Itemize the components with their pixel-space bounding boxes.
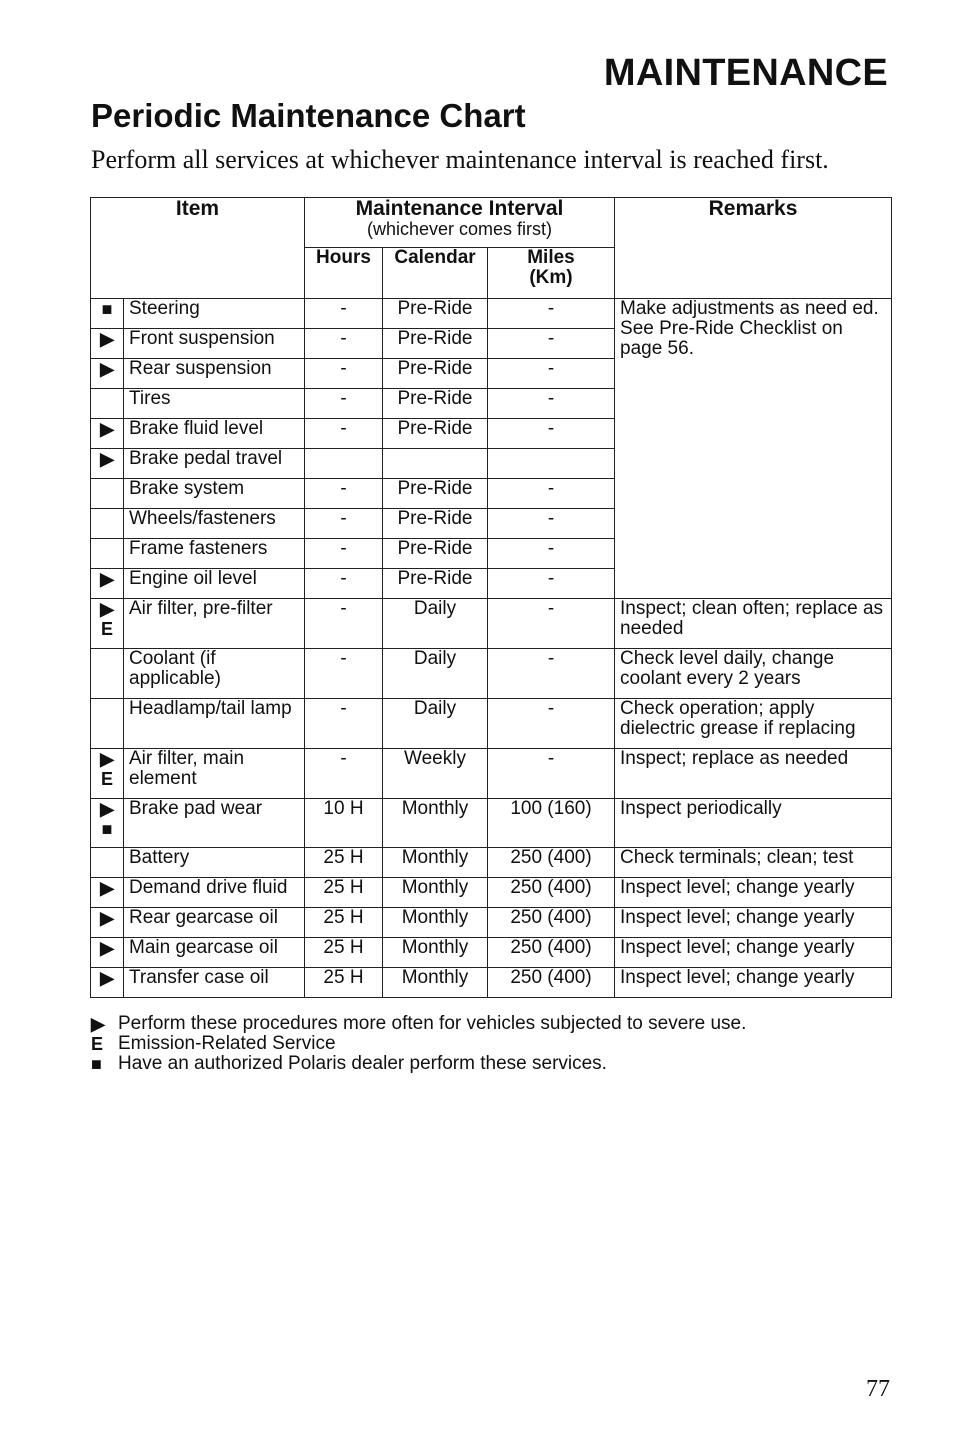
row-remarks: Inspect level; change yearly	[615, 968, 892, 998]
row-symbol	[91, 749, 124, 799]
row-miles: -	[488, 599, 615, 649]
header-hours: Hours	[305, 248, 383, 299]
row-hours: 10 H	[305, 799, 383, 848]
table-row	[91, 968, 892, 998]
severe-use-icon: ▶	[100, 968, 114, 988]
row-symbol	[91, 649, 124, 699]
severe-use-icon: ▶	[100, 749, 114, 769]
row-miles: -	[488, 359, 615, 389]
row-hours: -	[305, 569, 383, 599]
header-interval	[305, 198, 615, 248]
row-miles: -	[488, 479, 615, 509]
row-item: Brake fluid level	[124, 419, 305, 449]
severe-use-icon: ▶	[100, 599, 114, 619]
row-item: Brake pad wear	[124, 799, 305, 848]
row-item: Air filter, pre-filter	[124, 599, 305, 649]
row-item: Frame fasteners	[124, 539, 305, 569]
row-calendar: Daily	[383, 599, 488, 649]
row-miles: -	[488, 329, 615, 359]
severe-use-icon: ▶	[100, 908, 114, 928]
row-remarks: Inspect; replace as needed	[615, 749, 892, 799]
legend-item	[91, 1034, 746, 1054]
row-item: Battery	[124, 848, 305, 878]
emission-icon: E	[91, 1034, 104, 1054]
row-hours: -	[305, 749, 383, 799]
row-symbol	[91, 449, 124, 479]
row-miles: -	[488, 699, 615, 749]
row-hours: -	[305, 299, 383, 329]
row-hours: -	[305, 649, 383, 699]
header-remarks: Remarks	[615, 198, 892, 299]
row-hours: 25 H	[305, 848, 383, 878]
header-miles	[488, 248, 615, 299]
row-hours: 25 H	[305, 908, 383, 938]
row-calendar: Pre-Ride	[383, 509, 488, 539]
row-symbol	[91, 938, 124, 968]
severe-use-icon: ▶	[100, 799, 114, 819]
row-calendar: Weekly	[383, 749, 488, 799]
row-item: Coolant (if applicable)	[124, 649, 305, 699]
header-miles-label: Miles	[527, 247, 575, 268]
maintenance-chart	[90, 197, 892, 998]
row-item: Air filter, main element	[124, 749, 305, 799]
row-miles: -	[488, 649, 615, 699]
row-miles: -	[488, 419, 615, 449]
row-miles	[488, 449, 615, 479]
row-remarks: Check level daily, change coolant every 2 years	[615, 649, 892, 699]
severe-use-icon: ▶	[91, 1014, 105, 1034]
row-symbol	[91, 799, 124, 848]
row-item: Main gearcase oil	[124, 938, 305, 968]
row-hours: -	[305, 699, 383, 749]
row-symbol	[91, 599, 124, 649]
row-symbol	[91, 329, 124, 359]
row-hours: -	[305, 479, 383, 509]
row-symbol	[91, 699, 124, 749]
row-symbol	[91, 878, 124, 908]
page-title: Periodic Maintenance Chart	[91, 97, 526, 134]
row-symbol	[91, 419, 124, 449]
row-symbol	[91, 908, 124, 938]
row-hours: -	[305, 389, 383, 419]
legend-text: Perform these procedures more often for vehicles subjected to severe use.	[118, 1013, 747, 1034]
dealer-service-icon: ■	[101, 299, 113, 319]
row-calendar: Pre-Ride	[383, 389, 488, 419]
emission-icon: E	[100, 619, 113, 639]
row-calendar: Pre-Ride	[383, 479, 488, 509]
row-item: Rear suspension	[124, 359, 305, 389]
row-symbol	[91, 968, 124, 998]
severe-use-icon: ▶	[100, 329, 114, 349]
header-item: Item	[91, 198, 305, 299]
row-calendar	[383, 449, 488, 479]
row-remarks: Inspect periodically	[615, 799, 892, 848]
row-remarks: Inspect level; change yearly	[615, 878, 892, 908]
row-symbol	[91, 569, 124, 599]
row-hours: -	[305, 539, 383, 569]
row-remarks: Check operation; apply dielectric grease if replacing	[615, 699, 892, 749]
legend-item	[91, 1014, 746, 1034]
row-calendar: Pre-Ride	[383, 569, 488, 599]
row-miles: 250 (400)	[488, 968, 615, 998]
header-interval-note: (whichever comes first)	[366, 219, 553, 239]
table-row	[91, 699, 892, 749]
row-symbol	[91, 299, 124, 329]
row-calendar: Pre-Ride	[383, 299, 488, 329]
row-miles: -	[488, 509, 615, 539]
severe-use-icon: ▶	[100, 878, 114, 898]
row-remarks: Check terminals; clean; test	[615, 848, 892, 878]
table-row	[91, 878, 892, 908]
row-calendar: Pre-Ride	[383, 539, 488, 569]
row-item: Transfer case oil	[124, 968, 305, 998]
row-hours: -	[305, 419, 383, 449]
severe-use-icon: ▶	[100, 569, 114, 589]
row-remarks: Inspect; clean often; replace as needed	[615, 599, 892, 649]
table-row	[91, 908, 892, 938]
row-miles: -	[488, 299, 615, 329]
header-km-label: (Km)	[529, 267, 573, 288]
row-hours: -	[305, 329, 383, 359]
legend-text: Have an authorized Polaris dealer perform these services.	[118, 1053, 607, 1074]
row-item: Headlamp/tail lamp	[124, 699, 305, 749]
row-calendar: Monthly	[383, 878, 488, 908]
table-row	[91, 299, 892, 329]
row-item: Wheels/fasteners	[124, 509, 305, 539]
row-miles: 250 (400)	[488, 848, 615, 878]
table-row	[91, 599, 892, 649]
row-hours	[305, 449, 383, 479]
row-miles: -	[488, 539, 615, 569]
row-miles: 100 (160)	[488, 799, 615, 848]
row-remarks: Inspect level; change yearly	[615, 938, 892, 968]
row-item: Tires	[124, 389, 305, 419]
row-miles: -	[488, 749, 615, 799]
row-symbol	[91, 848, 124, 878]
table-row	[91, 749, 892, 799]
row-item: Engine oil level	[124, 569, 305, 599]
table-row	[91, 649, 892, 699]
row-calendar: Monthly	[383, 908, 488, 938]
legend-item	[91, 1054, 746, 1074]
row-miles: 250 (400)	[488, 938, 615, 968]
row-calendar: Pre-Ride	[383, 329, 488, 359]
row-calendar: Monthly	[383, 848, 488, 878]
dealer-service-icon: ■	[91, 1054, 102, 1074]
section-header: MAINTENANCE	[603, 52, 888, 94]
legend	[91, 1014, 746, 1074]
row-calendar: Pre-Ride	[383, 419, 488, 449]
row-symbol	[91, 359, 124, 389]
row-symbol	[91, 509, 124, 539]
table-row	[91, 938, 892, 968]
row-remarks: Inspect level; change yearly	[615, 908, 892, 938]
row-miles: 250 (400)	[488, 878, 615, 908]
row-calendar: Monthly	[383, 938, 488, 968]
row-item: Steering	[124, 299, 305, 329]
row-symbol	[91, 479, 124, 509]
page-number: 77	[866, 1376, 890, 1402]
row-item: Brake system	[124, 479, 305, 509]
row-hours: 25 H	[305, 968, 383, 998]
row-calendar: Daily	[383, 699, 488, 749]
row-calendar: Monthly	[383, 968, 488, 998]
header-interval-label: Maintenance Interval	[355, 197, 564, 220]
table-row	[91, 799, 892, 848]
emission-icon: E	[100, 769, 113, 789]
row-miles: 250 (400)	[488, 908, 615, 938]
row-hours: 25 H	[305, 878, 383, 908]
severe-use-icon: ▶	[100, 419, 114, 439]
row-hours: -	[305, 359, 383, 389]
row-item: Front suspension	[124, 329, 305, 359]
header-calendar: Calendar	[383, 248, 488, 299]
row-miles: -	[488, 389, 615, 419]
row-miles: -	[488, 569, 615, 599]
severe-use-icon: ▶	[100, 938, 114, 958]
row-symbol	[91, 539, 124, 569]
row-calendar: Pre-Ride	[383, 359, 488, 389]
row-hours: 25 H	[305, 938, 383, 968]
row-item: Rear gearcase oil	[124, 908, 305, 938]
intro-text: Perform all services at whichever maintenance interval is reached first.	[91, 145, 829, 174]
shared-remarks: Make adjustments as need ed. See Pre-Ride Checklist on page 56.	[615, 299, 892, 599]
severe-use-icon: ▶	[100, 359, 114, 379]
row-hours: -	[305, 599, 383, 649]
row-hours: -	[305, 509, 383, 539]
table-row	[91, 848, 892, 878]
legend-text: Emission-Related Service	[118, 1033, 336, 1054]
row-calendar: Daily	[383, 649, 488, 699]
row-item: Demand drive fluid	[124, 878, 305, 908]
severe-use-icon: ▶	[100, 449, 114, 469]
row-symbol	[91, 389, 124, 419]
row-item: Brake pedal travel	[124, 449, 305, 479]
dealer-service-icon: ■	[101, 819, 113, 839]
row-calendar: Monthly	[383, 799, 488, 848]
